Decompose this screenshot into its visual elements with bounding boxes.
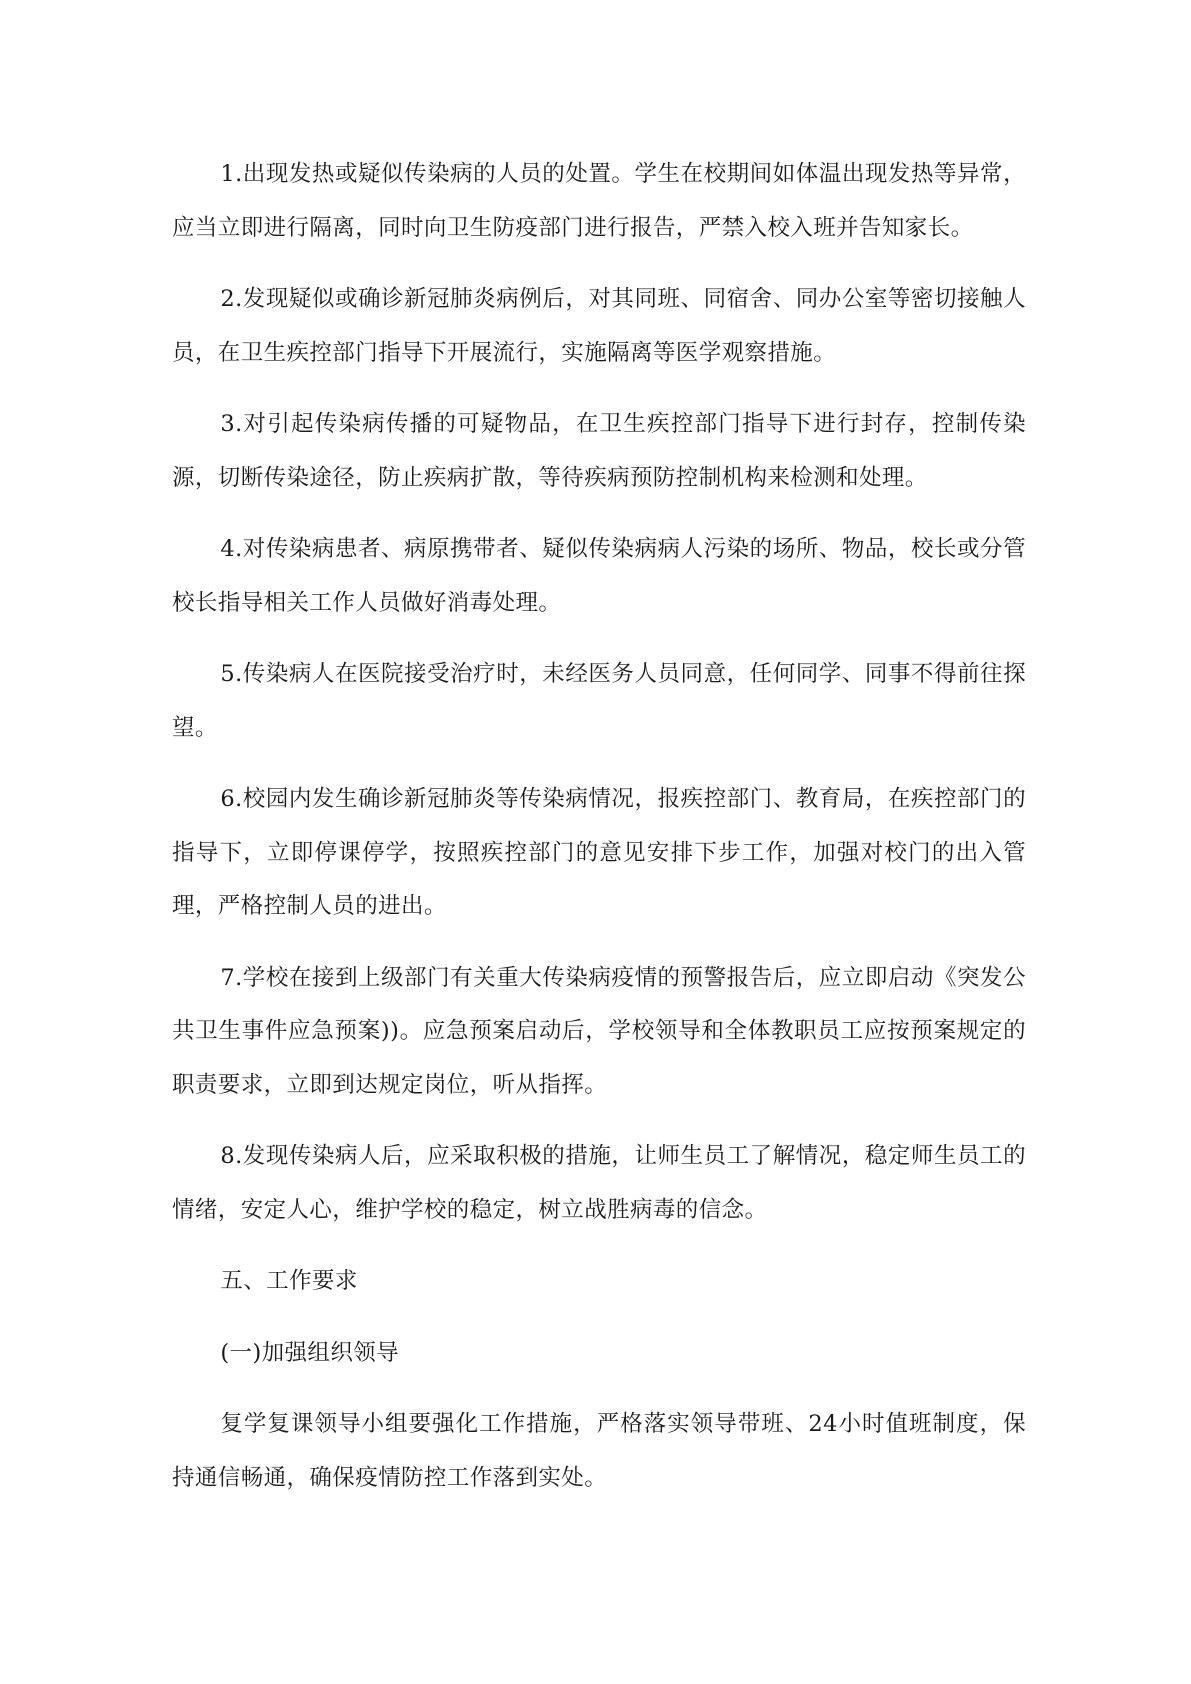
paragraph-item-2: 2.发现疑似或确诊新冠肺炎病例后，对其同班、同宿舍、同办公室等密切接触人员，在卫生疾控部门指导下开展流行，实施隔离等医学观察措施。 <box>172 286 1026 366</box>
paragraph-item-7: 7.学校在接到上级部门有关重大传染病疫情的预警报告后，应立即启动《突发公共卫生事件应急预案))。应急预案启动后，学校领导和全体教职员工应按预案规定的职责要求，立即到达规定岗位，听从指挥。 <box>172 964 1026 1098</box>
paragraph-item-3: 3.对引起传染病传播的可疑物品，在卫生疾控部门指导下进行封存，控制传染源，切断传染途径，防止疾病扩散，等待疾病预防控制机构来检测和处理。 <box>172 411 1026 491</box>
paragraph-item-6: 6.校园内发生确诊新冠肺炎等传染病情况，报疾控部门、教育局，在疾控部门的指导下，立即停课停学，按照疾控部门的意见安排下步工作，加强对校门的出入管理，严格控制人员的进出。 <box>172 786 1026 919</box>
paragraph-item-1: 1.出现发热或疑似传染病的人员的处置。学生在校期间如体温出现发热等异常，应当立即进行隔离，同时向卫生防疫部门进行报告，严禁入校入班并告知家长。 <box>172 161 1026 241</box>
paragraph-item-5: 5.传染病人在医院接受治疗时，未经医务人员同意，任何同学、同事不得前往探望。 <box>172 661 1026 741</box>
paragraph-item-4: 4.对传染病患者、病原携带者、疑似传染病病人污染的场所、物品，校长或分管校长指导相关工作人员做好消毒处理。 <box>172 536 1026 616</box>
subsection-heading: (一)加强组织领导 <box>220 1339 400 1366</box>
paragraph-item-8: 8.发现传染病人后，应采取积极的措施，让师生员工了解情况，稳定师生员工的情绪，安定人心，维护学校的稳定，树立战胜病毒的信念。 <box>172 1143 1026 1223</box>
closing-paragraph: 复学复课领导小组要强化工作措施，严格落实领导带班、24小时值班制度，保持通信畅通，确保疫情防控工作落到实处。 <box>172 1411 1026 1491</box>
section-heading: 五、工作要求 <box>220 1268 358 1294</box>
document-body <box>172 148 1026 1523</box>
